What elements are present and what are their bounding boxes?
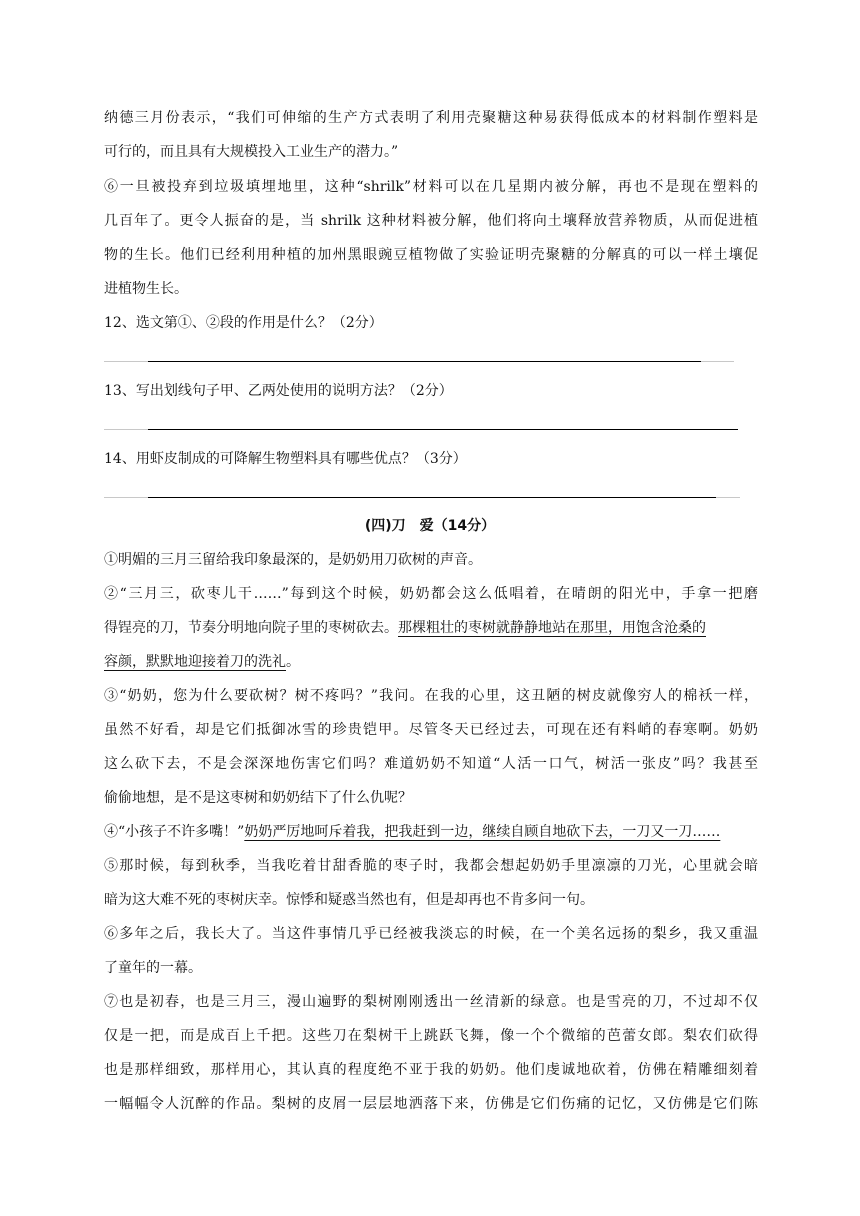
- answer-line-12[interactable]: [148, 361, 701, 362]
- p5-line-2: 可行的，而且具有大规模投入工业生产的潜力。”: [104, 144, 399, 160]
- s4-p3-line-4: 偷偷地想，是不是这枣树和奶奶结下了什么仇呢？: [104, 790, 412, 806]
- s4-p2-line-3-punct: 。: [286, 654, 300, 670]
- underlined-sentence-jia-end: 容颜，默默地迎接着刀的洗礼: [104, 654, 286, 670]
- s4-p1: ①明媚的三月三留给我印象最深的，是奶奶用刀砍树的声音。: [104, 552, 482, 568]
- s4-p5-line-2: 暗为这大难不死的枣树庆幸。惊悸和疑惑当然也有，但是却再也不肯多问一句。: [104, 892, 594, 908]
- s4-p2-line-1: ②“三月三，砍枣儿干……”每到这个时候，奶奶都会这么低唱着，在晴朗的阳光中，手拿一把磨: [104, 586, 758, 602]
- underlined-sentence-yi: 奶奶严厉地呵斥着我，把我赶到一边，继续自顾自地砍下去，一刀又一刀……: [244, 824, 721, 840]
- s4-p7-line-2: 仅是一把，而是成百上千把。这些刀在梨树干上跳跃飞舞，像一个个微缩的芭蕾女郎。梨农们砍得: [104, 1028, 758, 1044]
- answer-line-13[interactable]: [148, 429, 738, 430]
- s4-p2-line-2-text: 得锃亮的刀，节奏分明地向院子里的枣树砍去。: [104, 620, 398, 636]
- question-12: 12、选文第①、②段的作用是什么？（2分）: [104, 315, 383, 331]
- s4-p3-line-3: 这么砍下去，不是会深深地伤害它们吗？难道奶奶不知道“人活一口气，树活一张皮”吗？我甚至: [104, 756, 758, 772]
- s4-p2-line-2: [104, 618, 706, 638]
- p5-line-1: 纳德三月份表示，“我们可伸缩的生产方式表明了利用壳聚糖这种易获得低成本的材料制作塑料是: [104, 110, 758, 126]
- section-title: (四)刀 爱（14分）: [364, 518, 496, 534]
- s4-p7-line-4: 一幅幅令人沉醉的作品。梨树的皮屑一层层地洒落下来，仿佛是它们伤痛的记忆，又仿佛是它们陈: [104, 1096, 758, 1112]
- s4-p6-line-1: ⑥多年之后，我长大了。当这件事情几乎已经被我淡忘的时候，在一个美名远扬的梨乡，我又重温: [104, 926, 758, 942]
- question-13: 13、写出划线句子甲、乙两处使用的说明方法？（2分）: [104, 383, 453, 399]
- p6-line-1: ⑥一旦被投弃到垃圾填埋地里，这种“shrilk”材料可以在几星期内被分解，再也不是现在塑料的: [104, 179, 758, 195]
- underlined-sentence-jia: 那棵粗壮的枣树就静静地站在那里，用饱含沧桑的: [398, 620, 706, 636]
- s4-p2-line-3: [104, 652, 300, 672]
- p6-line-2: 几百年了。更令人振奋的是，当 shrilk 这种材料被分解，他们将向土壤释放营养物质，从而促进植: [104, 213, 758, 229]
- p6-line-4: 进植物生长。: [104, 281, 188, 297]
- s4-p4: [104, 822, 720, 842]
- s4-p3-line-2: 虽然不好看，却是它们抵御冰雪的珍贵铠甲。尽管冬天已经过去，可现在还有料峭的春寒啊。奶奶: [104, 722, 758, 738]
- s4-p4-text: ④“小孩子不许多嘴！”: [104, 824, 245, 840]
- answer-line-14[interactable]: [148, 497, 716, 498]
- question-14: 14、用虾皮制成的可降解生物塑料具有哪些优点？（3分）: [104, 451, 467, 467]
- s4-p6-line-2: 了童年的一幕。: [104, 960, 202, 976]
- s4-p3-line-1: ③“奶奶，您为什么要砍树？树不疼吗？”我问。在我的心里，这丑陋的树皮就像穷人的棉袄一样，: [104, 688, 758, 704]
- s4-p5-line-1: ⑤那时候，每到秋季，当我吃着甘甜香脆的枣子时，我都会想起奶奶手里凛凛的刀光，心里就会暗: [104, 858, 758, 874]
- s4-p7-line-3: 也是那样细致，那样用心，其认真的程度绝不亚于我的奶奶。他们虔诚地砍着，仿佛在精雕细刻着: [104, 1062, 758, 1078]
- s4-p7-line-1: ⑦也是初春，也是三月三，漫山遍野的梨树刚刚透出一丝清新的绿意。也是雪亮的刀，不过却不仅: [104, 994, 758, 1010]
- p6-line-3: 物的生长。他们已经利用种植的加州黑眼豌豆植物做了实验证明壳聚糖的分解真的可以一样土壤促: [104, 247, 758, 263]
